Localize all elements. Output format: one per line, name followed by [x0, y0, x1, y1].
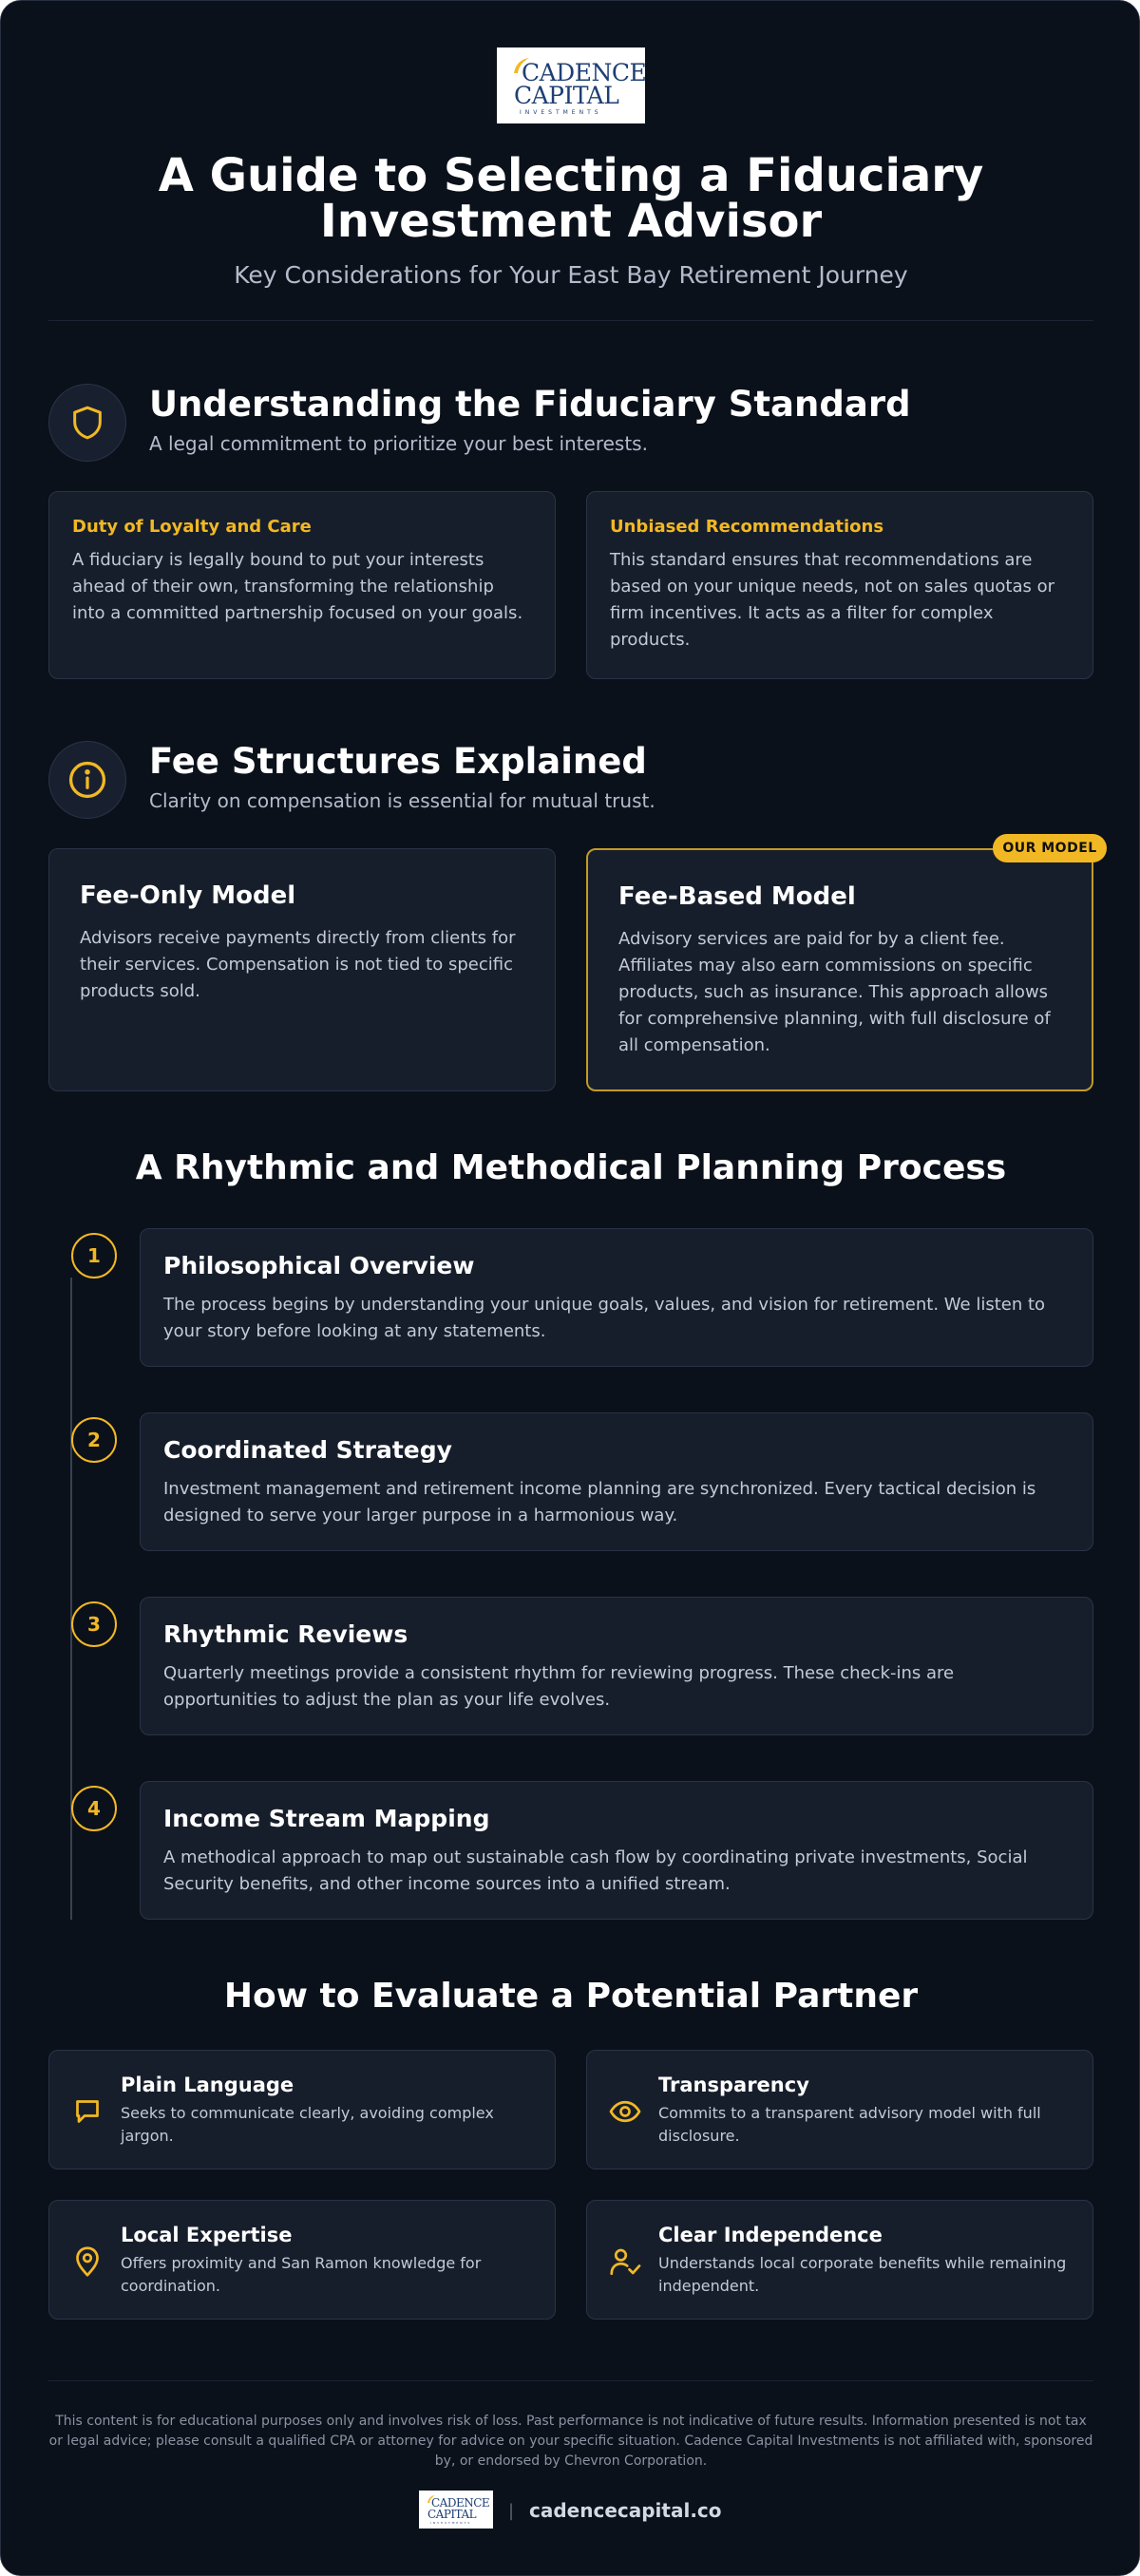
website-link[interactable]: cadencecapital.co: [529, 2499, 722, 2522]
shield-icon: [68, 404, 106, 442]
text-line: based on your unique needs, not on sales quotas or: [610, 577, 1055, 597]
evaluate-card-clear-independence: [586, 2200, 1093, 2320]
step-text: [163, 1660, 1075, 1714]
text-line: independent.: [658, 2277, 760, 2295]
step-number-badge: 4: [71, 1786, 117, 1831]
text-line: Understands local corporate benefits while remaining: [658, 2254, 1067, 2272]
step-title: Income Stream Mapping: [163, 1805, 490, 1832]
process-step-card: [140, 1781, 1093, 1920]
evaluate-text: [658, 2252, 1067, 2298]
text-line: or legal advice; please consult a qualified CPA or attorney for advice on your specific situation. Cadence Capital Investments is not affiliated with, sponsored: [48, 2434, 1093, 2449]
fee-card-title: Fee-Only Model: [80, 881, 296, 910]
card-text: [610, 547, 1085, 653]
evaluate-text: [658, 2102, 1067, 2148]
text-line: Commits to a transparent advisory model with full: [658, 2104, 1041, 2122]
step-title: Rhythmic Reviews: [163, 1620, 408, 1648]
text-line: A methodical approach to map out sustainable cash flow by coordinating private investments, Social: [163, 1847, 1028, 1867]
fee-card-text: [618, 926, 1084, 1059]
evaluate-card-local-expertise: [48, 2200, 556, 2320]
page-subtitle: Key Considerations for Your East Bay Retirement Journey: [234, 261, 908, 289]
header-logo: [497, 47, 645, 123]
fees-section-icon: [48, 741, 126, 819]
text-line: disclosure.: [658, 2127, 740, 2145]
text-line: jargon.: [121, 2127, 174, 2145]
step-number-badge: 3: [71, 1601, 117, 1647]
text-line: opportunities to adjust the plan as your life evolves.: [163, 1690, 611, 1710]
fee-card-text: [80, 925, 545, 1005]
evaluate-card-plain-language: [48, 2050, 556, 2169]
logo-wordmark-line1: CADENCE: [431, 2496, 490, 2510]
text-line: Affiliates may also earn commissions on specific: [618, 956, 1033, 975]
step-title: Philosophical Overview: [163, 1252, 475, 1279]
logo-tagline: INVESTMENTS: [430, 2521, 472, 2525]
card-text: [72, 547, 547, 627]
text-line: Advisory services are paid for by a client fee.: [618, 929, 1005, 949]
text-line: their services. Compensation is not tied to specific: [80, 955, 513, 975]
fee-based-card: [586, 848, 1093, 1091]
page-title-line1: A Guide to Selecting a Fiduciary: [158, 149, 984, 202]
step-title: Coordinated Strategy: [163, 1436, 452, 1464]
text-line: products sold.: [80, 981, 200, 1001]
legal-disclaimer: [48, 2412, 1093, 2472]
evaluate-title: Plain Language: [121, 2074, 294, 2096]
evaluate-card-transparency: [586, 2050, 1093, 2169]
process-step-card: [140, 1228, 1093, 1367]
unbiased-recommendations-card: [586, 491, 1093, 679]
timeline-line: [70, 1278, 72, 1920]
text-line: all compensation.: [618, 1035, 770, 1055]
logo-wordmark-line1: CADENCE: [522, 59, 647, 86]
our-model-badge: OUR MODEL: [993, 834, 1107, 862]
logo-wordmark-line2: CAPITAL: [428, 2508, 477, 2521]
fiduciary-section-title: Understanding the Fiduciary Standard: [149, 384, 911, 425]
text-line: Investment management and retirement income planning are synchronized. Every tactical decision is: [163, 1479, 1036, 1499]
process-step-card: [140, 1412, 1093, 1551]
loyalty-care-card: [48, 491, 556, 679]
evaluate-text: [121, 2252, 529, 2298]
text-line: Seeks to communicate clearly, avoiding complex: [121, 2104, 494, 2122]
text-line: Quarterly meetings provide a consistent rhythm for reviewing progress. These check-ins are: [163, 1663, 955, 1683]
text-line: firm incentives. It acts as a filter for complex: [610, 603, 994, 623]
evaluate-section-title: How to Evaluate a Potential Partner: [223, 1977, 919, 2016]
info-icon: [66, 759, 108, 801]
fiduciary-section-icon: [48, 384, 126, 462]
footer-divider: [48, 2380, 1093, 2381]
process-section-title: A Rhythmic and Methodical Planning Process: [135, 1148, 1007, 1187]
page-title-line2: Investment Advisor: [319, 195, 823, 248]
logo-tagline: INVESTMENTS: [520, 109, 602, 116]
step-text: [163, 1845, 1075, 1898]
process-step-card: [140, 1597, 1093, 1735]
header-divider: [48, 320, 1093, 321]
text-line: Advisors receive payments directly from clients for: [80, 928, 516, 948]
evaluate-title: Local Expertise: [121, 2224, 293, 2246]
fee-only-card: [48, 848, 556, 1091]
step-text: [163, 1476, 1075, 1529]
evaluate-text: [121, 2102, 529, 2148]
text-line: by, or endorsed by Chevron Corporation.: [434, 2453, 708, 2469]
eye-icon: [608, 2094, 642, 2129]
text-line: This content is for educational purposes only and involves risk of loss. Past performance is not indicative of future results. Information presented is not tax: [55, 2414, 1087, 2429]
step-text: [163, 1292, 1075, 1345]
text-line: designed to serve your larger purpose in a harmonious way.: [163, 1506, 678, 1525]
text-line: ahead of their own, transforming the relationship: [72, 577, 494, 597]
logo-wordmark-line2: CAPITAL: [514, 82, 619, 109]
evaluate-title: Clear Independence: [658, 2224, 883, 2246]
evaluate-title: Transparency: [658, 2074, 809, 2096]
text-line: This standard ensures that recommendations are: [610, 550, 1033, 570]
text-line: A fiduciary is legally bound to put your interests: [72, 550, 484, 570]
step-number-badge: 2: [71, 1417, 117, 1463]
map-pin-icon: [70, 2245, 104, 2279]
footer-logo: [419, 2491, 493, 2529]
user-check-icon: [608, 2245, 642, 2279]
fees-section-subtitle: Clarity on compensation is essential for mutual trust.: [149, 789, 656, 812]
text-line: into a committed partnership focused on your goals.: [72, 603, 523, 623]
text-line: Offers proximity and San Ramon knowledge for: [121, 2254, 482, 2272]
text-line: coordination.: [121, 2277, 220, 2295]
text-line: products.: [610, 630, 691, 650]
card-heading: Duty of Loyalty and Care: [72, 517, 312, 537]
footer-separator: |: [508, 2501, 515, 2521]
step-number-badge: 1: [71, 1233, 117, 1279]
card-heading: Unbiased Recommendations: [610, 517, 884, 537]
text-line: Security benefits, and other income sources into a unified stream.: [163, 1874, 731, 1894]
text-line: products, such as insurance. This approach allows: [618, 982, 1049, 1002]
chat-bubble-icon: [70, 2094, 104, 2129]
text-line: your story before looking at any statements.: [163, 1321, 546, 1341]
text-line: The process begins by understanding your unique goals, values, and vision for retirement. We listen to: [163, 1295, 1046, 1315]
text-line: for comprehensive planning, with full disclosure of: [618, 1009, 1051, 1029]
fees-section-title: Fee Structures Explained: [149, 741, 647, 782]
fiduciary-section-subtitle: A legal commitment to prioritize your best interests.: [149, 432, 648, 455]
fee-card-title: Fee-Based Model: [618, 882, 856, 911]
